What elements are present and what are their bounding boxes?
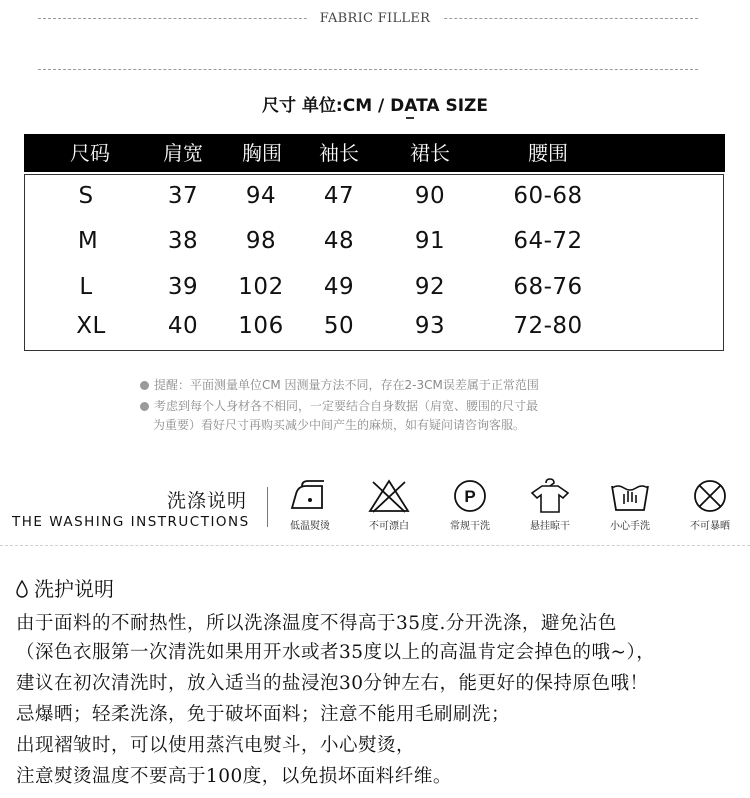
wash-item-no-bleach [359, 478, 419, 532]
wash-label: 小心手洗 [610, 521, 650, 532]
table-cell: M [77, 228, 99, 254]
table-cell: 64-72 [513, 228, 583, 254]
table-cell: 39 [167, 274, 199, 300]
table-cell: 38 [167, 228, 199, 254]
wash-label: 悬挂晾干 [530, 521, 570, 532]
care-line: 由于面料的不耐热性，所以洗涤温度不得高于35度.分开洗涤，避免沾色 [16, 613, 617, 634]
size-table-header [24, 134, 725, 172]
dry-clean-p-icon [448, 478, 492, 514]
col-header-sleeve: 袖长 [319, 141, 359, 165]
table-cell: 48 [323, 228, 355, 254]
care-heading [16, 573, 114, 602]
iron-icon [288, 478, 332, 514]
size-table-body [24, 174, 724, 351]
note-body-data: 考虑到每个人身材各不相同，一定要结合自身数据（肩宽、腰围的尺寸最 [140, 397, 538, 414]
wash-item-dry-clean [440, 478, 500, 532]
col-header-waist: 腰围 [528, 141, 568, 165]
hang-dry-icon [528, 478, 572, 514]
table-cell: 98 [245, 228, 277, 254]
washing-separator [0, 545, 750, 546]
table-cell: 91 [414, 228, 446, 254]
table-cell: 106 [238, 313, 284, 339]
wash-label: 常规干洗 [450, 521, 490, 532]
table-cell: 60-68 [513, 183, 583, 209]
table-cell: 37 [167, 183, 199, 209]
no-bleach-icon [367, 478, 411, 514]
bullet-icon [140, 402, 149, 411]
table-cell: 40 [167, 313, 199, 339]
table-cell: S [78, 183, 94, 209]
second-dashed-line [38, 69, 698, 70]
care-line: 注意熨烫温度不要高于100度，以免损坏面料纤维。 [16, 766, 452, 787]
wash-label: 不可暴晒 [690, 521, 730, 532]
size-chart-title: 尺寸 单位:CM / DATA SIZE [262, 96, 488, 116]
care-line: 出现褶皱时，可以使用蒸汽电熨斗，小心熨烫， [16, 735, 416, 756]
table-cell: 50 [323, 313, 355, 339]
washing-divider [267, 487, 268, 527]
wash-item-no-sun [680, 478, 740, 532]
washing-title-en: THE WASHING INSTRUCTIONS [12, 514, 250, 530]
table-cell: 90 [414, 183, 446, 209]
table-cell: 93 [414, 313, 446, 339]
col-header-shoulder: 肩宽 [163, 141, 203, 165]
note-measurement: 提醒：平面测量单位CM 因测量方法不同，存在2-3CM误差属于正常范围 [140, 376, 539, 393]
col-header-length: 裙长 [410, 141, 450, 165]
col-header-bust: 胸围 [242, 141, 282, 165]
water-drop-icon [16, 580, 28, 598]
col-header-size: 尺码 [70, 141, 110, 165]
wash-item-hang-dry [520, 478, 580, 532]
care-line: （深色衣服第一次清洗如果用开水或者35度以上的高温肯定会掉色的哦~）， [16, 642, 656, 663]
svg-text:P: P [464, 487, 476, 506]
table-cell: 92 [414, 274, 446, 300]
washing-title-cn: 洗涤说明 [166, 490, 247, 512]
table-cell: 94 [245, 183, 277, 209]
wash-item-hand-wash [600, 478, 660, 532]
table-cell: L [79, 274, 93, 300]
table-cell: 102 [238, 274, 284, 300]
wash-item-iron [280, 478, 340, 532]
table-cell: 68-76 [513, 274, 583, 300]
table-cell: 72-80 [513, 313, 583, 339]
bullet-icon [140, 381, 149, 390]
table-cell: 49 [323, 274, 355, 300]
wash-label: 低温熨烫 [290, 521, 330, 532]
no-tumble-dry-icon [688, 478, 732, 514]
care-line: 建议在初次清洗时，放入适当的盐浸泡30分钟左右，能更好的保持原色哦！ [16, 673, 649, 694]
care-heading-text: 洗护说明 [34, 577, 114, 601]
hand-wash-icon [608, 478, 652, 514]
wash-label: 不可漂白 [369, 521, 409, 532]
note-body-data-cont: 为重要）看好尺寸再购买减少中间产生的麻烦，如有疑问请咨询客服。 [153, 418, 526, 432]
table-cell: XL [76, 313, 106, 339]
title-underline-mark [406, 117, 414, 119]
care-line: 忌爆晒；轻柔洗涤，免于破坏面料；注意不能用毛刷刷洗； [16, 704, 511, 725]
table-cell: 47 [323, 183, 355, 209]
fabric-filler-title: FABRIC FILLER [0, 11, 750, 26]
